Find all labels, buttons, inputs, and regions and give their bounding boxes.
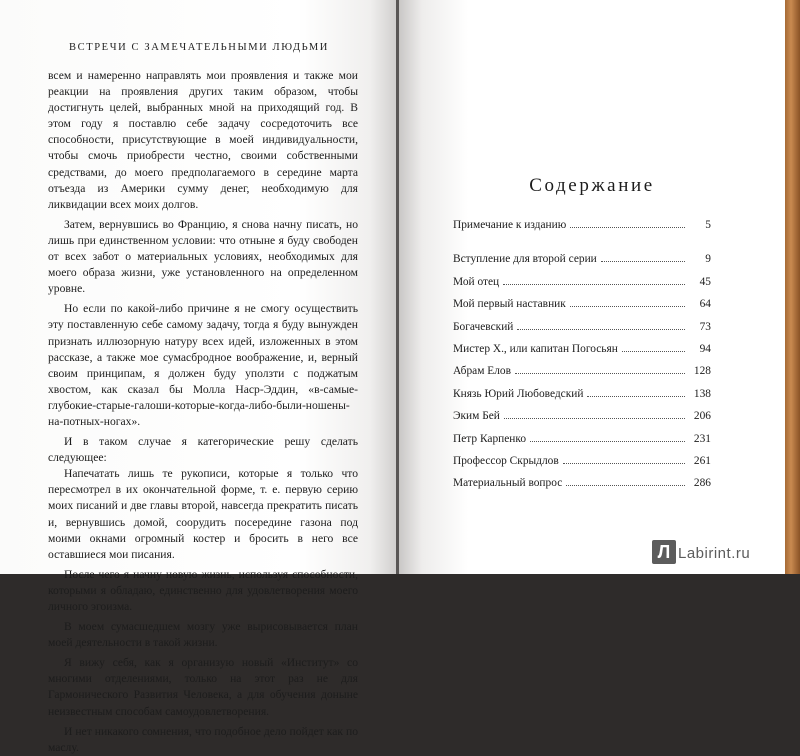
toc-leader-dots [504,418,685,419]
toc-entry-page: 286 [693,477,711,490]
toc-entry-page: 231 [693,432,711,445]
toc-entry-page: 94 [699,342,711,355]
toc-entry-title: Профессор Скрыдлов [453,454,559,467]
toc-entry-title: Мой первый наставник [453,298,566,311]
toc-entry-title: Мистер Х., или капитан Погосьян [453,342,618,355]
paragraph: Я вижу себя, как я организую новый «Институт» со многими отделениями, только на этот раз не для Гармонического Развития Человека, а для обучения доныне неизвестным способам самоудовлетворения. [48,656,358,718]
toc-entry-title: Вступление для второй серии [453,253,597,266]
paragraph: Но если по какой-либо причине я не смогу осуществить эту поставленную себе самому задачу, тогда я буду вынужден признать иллюзорную натуру всех идей, изложенных в этом рассказе, а также мое сумасбродное воображение, и, верный своим принципам, я должен буду уползти с поджатым хвостом, как сказал бы Молла Наср-Эддин, «в-самые-глубокие-старые-галоши-которые-когда-либо-были-ношены-на-потных-ногах». [48,302,358,428]
toc-entry [453,433,711,455]
toc-list [453,253,711,499]
toc-entry-title: Богачевский [453,320,514,333]
toc-leader-dots [570,227,685,228]
toc-entry [453,253,711,275]
toc-entry [453,219,711,241]
toc-entry-title: Мой отец [453,275,500,288]
toc-entry-page: 64 [699,298,711,311]
book-edge-right [785,0,800,574]
toc-leader-dots [517,329,685,330]
toc-entry [453,298,711,320]
toc-leader-dots [566,485,685,486]
paragraph: И нет никакого сомнения, что подобное дело пойдет как по маслу. [48,724,358,754]
paragraph: В моем сумасшедшем мозгу уже вырисовывается план моей деятельности в такой жизни. [48,620,358,650]
toc-entry-page: 5 [705,219,711,231]
toc-entry-title: Князь Юрий Любоведский [453,387,584,400]
toc-entry [453,343,711,365]
toc-entry-page: 9 [705,253,711,266]
toc-entry [453,276,711,298]
toc-entry [453,321,711,343]
toc-entry [453,365,711,387]
running-head: ВСТРЕЧИ С ЗАМЕЧАТЕЛЬНЫМИ ЛЮДЬМИ [69,42,329,53]
toc-leader-dots [587,396,685,397]
labirint-logo-icon: Л [652,540,676,564]
toc-entry-title: Петр Карпенко [453,432,527,445]
toc-entry [453,477,711,499]
toc-entry-title: Примечание к изданию [453,219,567,231]
toc-leader-dots [622,351,685,352]
toc-entry-title: Эким Бей [453,410,500,423]
toc-entry [453,388,711,410]
toc-entry-page: 128 [693,365,711,378]
toc-leader-dots [570,306,685,307]
watermark-text: Labirint.ru [678,545,751,562]
toc-entry-page: 206 [693,410,711,423]
toc-leader-dots [601,261,685,262]
toc-leader-dots [530,441,685,442]
toc-entry-title: Материальный вопрос [453,477,563,490]
toc-title: Содержание [529,175,655,196]
toc-entry [453,455,711,477]
paragraph: После чего я начну новую жизнь, используя способности, которыми я обладаю, единственно для удовлетворения моего личного эгоизма. [48,567,358,613]
toc-entry [453,410,711,432]
toc-spacer [453,241,711,253]
paragraph: Напечатать лишь те рукописи, которые я только что пересмотрел в их окончательной форме, т. е. первую серию моих писаний и две главы второй, навсегда прекратить писать и, вернувшись домой, соорудить посередине газона под моими окнами огромный костер и бросить в него все оставшиеся мои писания. [48,467,358,561]
toc-entry-page: 261 [693,454,711,467]
table-of-contents [453,219,711,500]
paragraph: Затем, вернувшись во Францию, я снова начну писать, но лишь при единственном условии: что отныне я буду свободен от всех забот о материальных условиях, необходимых для моего образа жизни, уже установленного на определенном уровне. [48,217,358,296]
toc-leader-dots [503,284,685,285]
toc-leader-dots [515,373,685,374]
toc-entry-page: 138 [693,387,711,400]
body-text [48,68,358,756]
toc-entry-title: Абрам Елов [453,365,511,378]
paragraph: всем и намеренно направлять мои проявления и также мои реакции на проявления других таким образом, чтобы достигнуть целей, выбранных мной на приходящий год. В этом году я поставлю себе задачу сосредоточить все способности, присутствующие в моей индивидуальности, чтобы смочь приобрести честно, своими собственными средствами, до моего предполагаемого в середине марта отъезда из Америки сумму денег, необходимую для ликвидации всех моих долгов. [48,69,358,211]
toc-entry-page: 45 [699,275,711,288]
toc-leader-dots [563,463,685,464]
paragraph: И в таком случае я категорические решу сделать следующее: [48,435,358,465]
toc-entry-page: 73 [699,320,711,333]
left-page [0,0,398,754]
